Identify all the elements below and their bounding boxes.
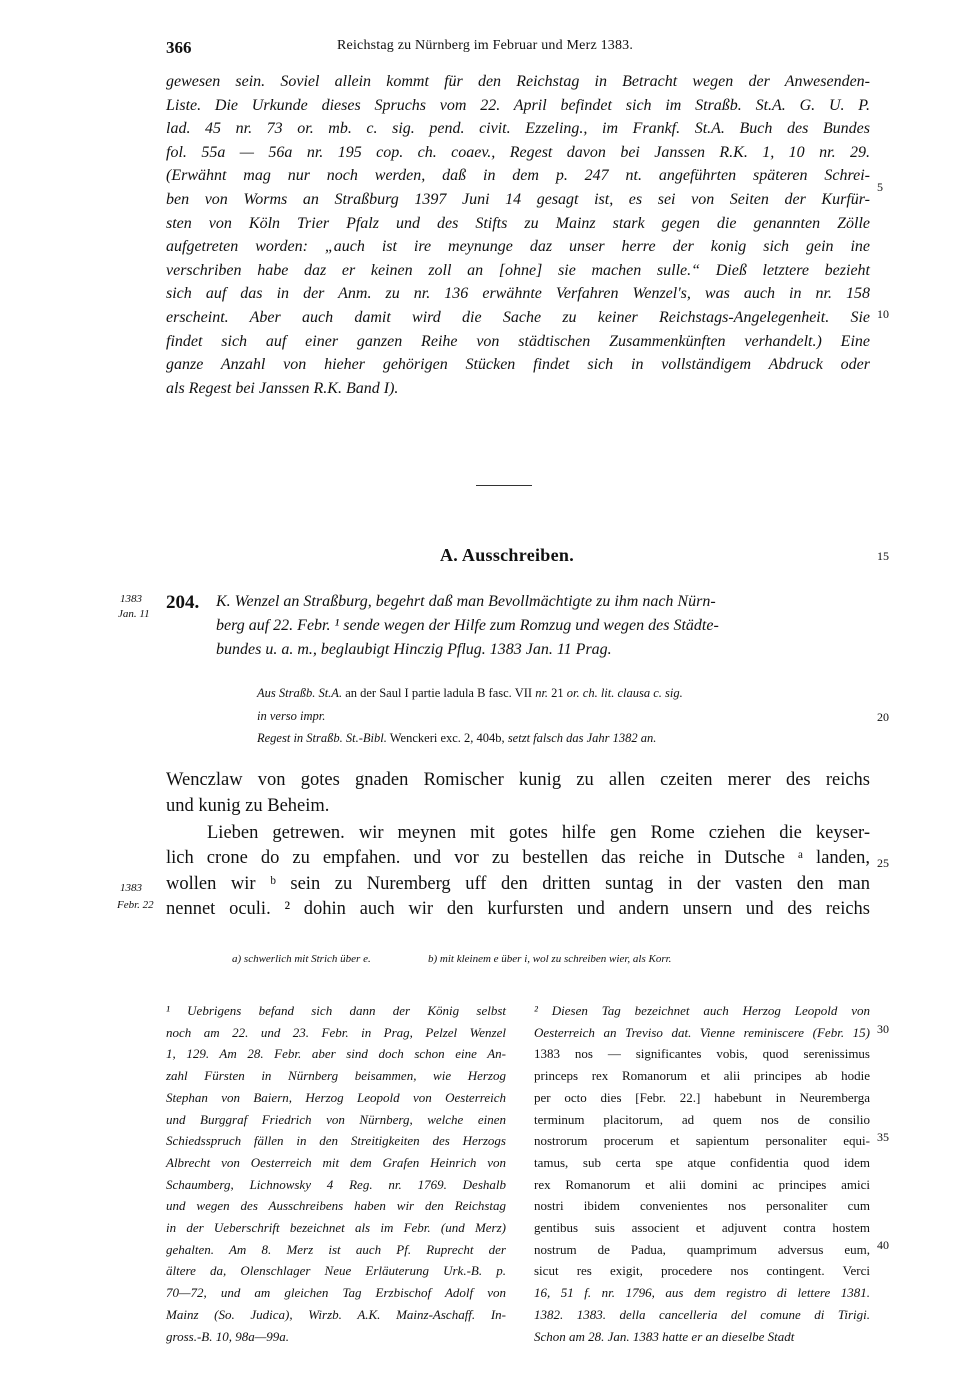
footnote-line: tamus, sub certa spe atque confidentia quod idem <box>534 1154 870 1170</box>
source-italic: Regest in Straßb. St.-Bibl. <box>257 731 387 745</box>
footnote-line: princeps rex Romanorum et alii principes ab hodie <box>534 1068 870 1084</box>
intro-line: verschriben habe daz er keinen zoll an [ohne] sie machen sulle.“ Dieß letztere bezieht <box>166 261 870 279</box>
footnote-line: Schaumberg, Lichnowsky 4 Reg. nr. 1769. Deshalb <box>166 1176 506 1192</box>
footnote-line: Oesterreich an Treviso dat. Vienne reminiscere (Febr. 15) <box>534 1024 870 1040</box>
footnote-line: sicut res exigit, procedere nos contingent. Verci <box>534 1263 870 1279</box>
page-number: 366 <box>166 38 192 57</box>
intro-line: gewesen sein. Soviel allein kommt für den Reichstag in Betracht wegen der Anwesenden- <box>166 73 870 90</box>
intro-line: findet sich auf einer ganzen Reihe von städtischen Zusammenkünften verhandelt.) Eine <box>166 332 870 350</box>
intro-note <box>166 70 870 400</box>
footnote-line: Schiedsspruch fällen in den Streitigkeiten des Herzogs <box>166 1133 506 1149</box>
intro-line: ben von Worms an Straßburg 1397 Juni 14 gesagt ist, es sei von Seiten der Kurfür- <box>166 190 870 208</box>
footnote-line: in der Ueberschrift bezeichnet als im Febr. (und Merz) <box>166 1220 506 1236</box>
main-date-day: Febr. 22 <box>117 899 154 911</box>
footnote-line: 1, 129. Am 28. Febr. aber sind doch schon eine An- <box>166 1046 506 1062</box>
footnote-line: Albrecht von Oesterreich mit dem Grafen Heinrich von <box>166 1154 506 1170</box>
footnote-line: nostri ibidem convenientes nos personaliter cum <box>534 1198 870 1214</box>
footnote-line: per octo dies [Febr. 22.] habebunt in Neuremberga <box>534 1089 870 1105</box>
intro-line: erscheint. Aber auch damit wird die Sache zu keiner Reichstags-Angelegenheit. Sie <box>166 308 870 326</box>
source-roman: 21 <box>548 686 567 700</box>
footnote-line: nostrorum procerum et sapientum personaliter equi- <box>534 1133 870 1149</box>
main-text-line: lich crone do zu empfahen. und vor zu bestellen das reiche in Dutsche ᵃ landen, <box>166 848 870 868</box>
entry-date-day: Jan. 11 <box>118 608 150 620</box>
intro-line: aufgetreten worden: „auch ist ire meynunge daz unser herre der konig sich gein ine <box>166 238 870 256</box>
source-line <box>257 709 325 724</box>
footnote-line: noch am 22. und 23. Febr. in Prag, Pelzel Wenzel <box>166 1024 506 1040</box>
margin-line-number: 20 <box>877 710 889 724</box>
margin-line-number: 10 <box>877 307 889 321</box>
main-text-line: Lieben getrewen. wir meynen mit gotes hilfe gen Rome cziehen die keyser- <box>207 823 870 843</box>
footnote-line: 16, 51 f. nr. 1796, aus dem registro di lettere 1381. <box>534 1285 870 1301</box>
margin-line-number: 30 <box>877 1022 889 1036</box>
apparatus-note-a: a) schwerlich mit Strich über e. <box>232 953 371 965</box>
footnote-line: 1383 nos — significantes vobis, quod serenissimus <box>534 1046 870 1062</box>
intro-line: (Erwähnt mag nur noch werden, daß in dem p. 247 nt. angeführten späteren Schrei- <box>166 167 870 185</box>
intro-line: Liste. Die Urkunde dieses Spruchs vom 22. April befindet sich im Straßb. St.A. G. U. P. <box>166 96 870 114</box>
intro-line: als Regest bei Janssen R.K. Band I). <box>166 379 399 397</box>
source-roman: an der Saul I partie ladula B fasc. VII <box>342 686 536 700</box>
entry-date-year: 1383 <box>120 593 142 605</box>
footnote-line: ¹ Uebrigens befand sich dann der König selbst <box>166 1003 506 1018</box>
footnote-line: ältere da, Olenschlager Neue Erläuterung Urk.-B. p. <box>166 1263 506 1279</box>
footnote-line: Schon am 28. Jan. 1383 hatte er an dieselbe Stadt <box>534 1328 795 1344</box>
footnote-line: gross.-B. 10, 98a—99a. <box>166 1328 290 1344</box>
footnote-line: zahl Fürsten in Nürnberg beisammen, wie Herzog <box>166 1068 506 1084</box>
main-date-year: 1383 <box>120 882 142 894</box>
main-text-line: wollen wir ᵇ sein zu Nuremberg uff den dritten suntag in der vasten den man <box>166 874 870 894</box>
source-line <box>257 731 656 746</box>
footnote-line: Mainz (So. Judica), Wirzb. A.K. Mainz-Aschaff. In- <box>166 1306 506 1322</box>
footnote-line: nostrum de Padua, quamprimum adversus eum, <box>534 1241 870 1257</box>
running-title: Reichstag zu Nürnberg im Februar und Merz 1383. <box>337 38 634 53</box>
source-line <box>257 686 683 701</box>
margin-line-number: 40 <box>877 1238 889 1252</box>
main-text-line: Wenczlaw von gotes gnaden Romischer kunig zu allen czeiten merer des reichs <box>166 770 870 790</box>
footnote-line: ² Diesen Tag bezeichnet auch Herzog Leopold von <box>534 1003 870 1018</box>
main-text-line: und kunig zu Beheim. <box>166 796 330 816</box>
intro-line: sich auf das in der Anm. zu nr. 136 erwähnte Verfahren Wenzel's, was auch in nr. 158 <box>166 285 870 303</box>
margin-line-number: 25 <box>877 856 889 870</box>
section-heading: A. Ausschreiben. <box>440 545 574 565</box>
footnote-2 <box>534 1000 870 1347</box>
source-italic: nr. <box>535 686 549 700</box>
footnote-line: 70—72, und am gleichen Tag Erzbischof Adolf von <box>166 1285 506 1301</box>
footnote-1 <box>166 1000 506 1347</box>
footnote-line: terminum placitorum, ad quem nos de consilio <box>534 1111 870 1127</box>
footnote-line: 1382. 1383. della cancelleria del comune di Tirigi. <box>534 1306 870 1322</box>
footnote-line: gentibus suis associent et adjuvent contra hostem <box>534 1220 870 1236</box>
entry-number: 204. <box>166 592 200 613</box>
intro-line: ganze Anzahl von hieher gehörigen Stücken findet sich in vollständigem Abdruck oder <box>166 356 870 374</box>
margin-line-number: 35 <box>877 1130 889 1144</box>
margin-line-number: 15 <box>877 549 889 563</box>
source-roman: Wenckeri exc. 2, 404b, <box>386 731 508 745</box>
footnote-line: gehalten. Am 8. Merz ist auch Pf. Ruprecht der <box>166 1241 506 1257</box>
entry-title-line: bundes u. a. m., beglaubigt Hinczig Pflug. 1383 Jan. 11 Prag. <box>216 641 612 658</box>
entry-title-line: K. Wenzel an Straßburg, begehrt daß man Bevollmächtigte zu ihm nach Nürn- <box>216 593 716 610</box>
source-italic: in verso impr. <box>257 709 326 723</box>
footnote-line: rex Romanorum et alii domini ac principes amici <box>534 1176 870 1192</box>
source-italic: Aus Straßb. St.A. <box>257 686 343 700</box>
entry-title-line: berg auf 22. Febr. ¹ sende wegen der Hilfe zum Romzug und wegen des Städte- <box>216 617 719 634</box>
intro-line: fol. 55a — 56a nr. 195 cop. ch. coaev., Regest davon bei Janssen R.K. 1, 10 nr. 29. <box>166 143 870 161</box>
source-italic: or. ch. lit. clausa c. sig. <box>566 686 683 700</box>
intro-line: sten von Köln Trier Pfalz und des Stifts zu Mainz stark gegen die genannten Zölle <box>166 214 870 232</box>
intro-line: lad. 45 nr. 73 or. mb. c. sig. pend. civit. Ezzeling., im Frankf. St.A. Buch des Bundes <box>166 120 870 138</box>
apparatus-note-b: b) mit kleinem e über i, wol zu schreiben wier, als Korr. <box>428 953 672 965</box>
footnote-line: und Burggraf Friedrich von Nürnberg, welche einen <box>166 1111 506 1127</box>
main-text-line: nennet oculi. ² dohin auch wir den kurfursten und andern unsern und des reichs <box>166 899 870 919</box>
margin-line-number: 5 <box>877 180 883 194</box>
footnote-line: und wegen des Ausschreibens haben wir den Reichstag <box>166 1198 506 1214</box>
section-divider <box>476 485 532 486</box>
footnote-line: Stephan von Baiern, Herzog Leopold von Oesterreich <box>166 1089 506 1105</box>
source-italic: setzt falsch das Jahr 1382 an. <box>507 731 657 745</box>
